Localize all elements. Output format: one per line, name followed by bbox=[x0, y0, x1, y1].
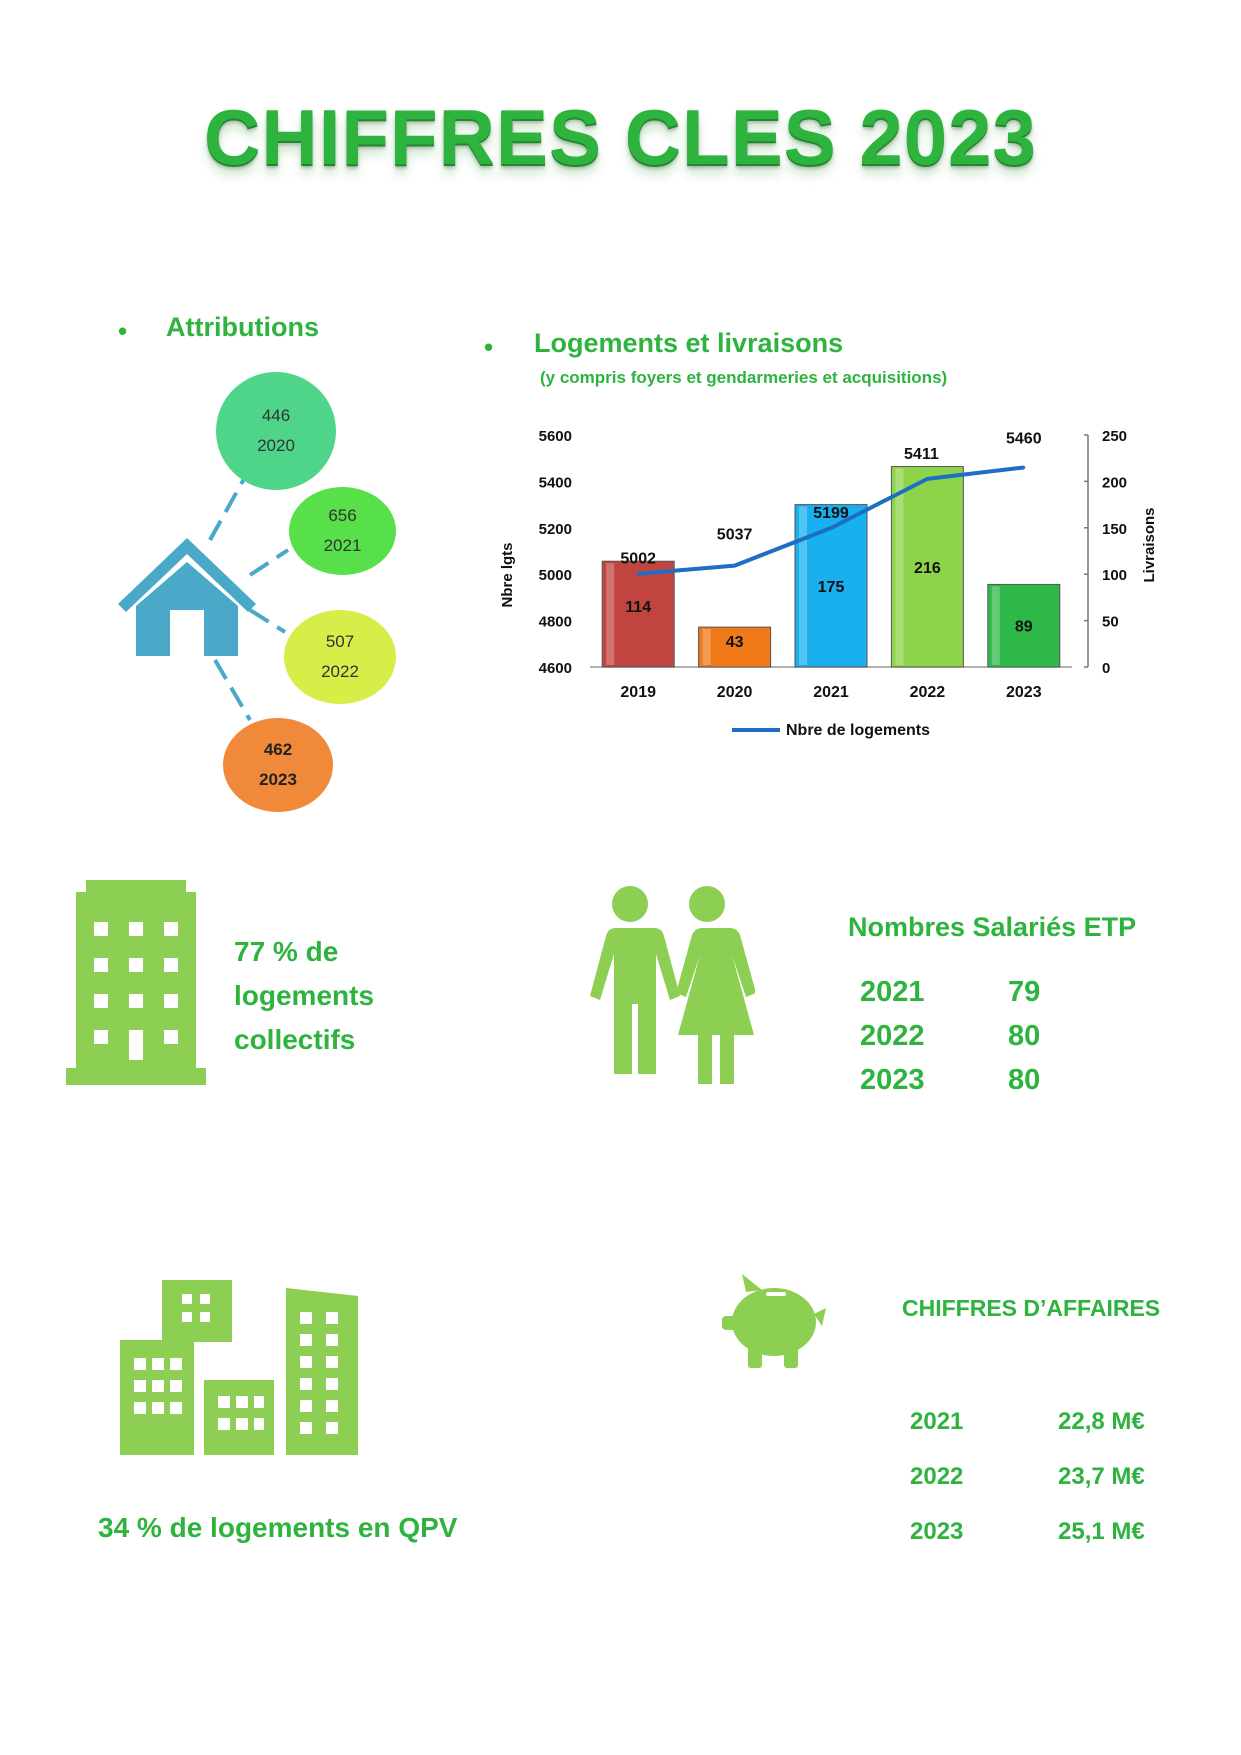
collectifs-line3: collectifs bbox=[234, 1024, 356, 1055]
bar-value-label-2020: 43 bbox=[725, 634, 744, 652]
bar-highlight-2019 bbox=[606, 563, 614, 665]
y-tick-right-label: 150 bbox=[1102, 520, 1128, 538]
collectifs-line1: 77 % de bbox=[234, 936, 339, 967]
line-point-2019 bbox=[637, 572, 640, 575]
bullet-icon: • bbox=[118, 316, 128, 346]
y-tick-right-label: 100 bbox=[1102, 567, 1128, 585]
ca-value-2021: 22,8 M€ bbox=[1058, 1408, 1145, 1435]
line-value-label-2019: 5002 bbox=[620, 550, 656, 568]
attributions-heading: Attributions bbox=[166, 312, 319, 342]
couple-icon bbox=[580, 884, 755, 1084]
bar-highlight-2023 bbox=[992, 586, 1000, 665]
line-value-label-2021: 5199 bbox=[813, 505, 849, 523]
city-buildings-icon bbox=[120, 1280, 360, 1455]
line-point-2023 bbox=[1022, 466, 1025, 469]
y-tick-right-label: 50 bbox=[1102, 613, 1119, 631]
bubble-year: 2020 bbox=[257, 436, 295, 455]
y-tick-left-label: 4600 bbox=[538, 660, 572, 677]
salaries-year-2021: 2021 bbox=[860, 976, 925, 1008]
building-icon bbox=[66, 880, 206, 1085]
ca-value-2022: 23,7 M€ bbox=[1058, 1463, 1145, 1490]
chart-subtitle: (y compris foyers et gendarmeries et acquisitions) bbox=[540, 368, 948, 387]
bar-highlight-2022 bbox=[895, 469, 903, 665]
x-tick-label-2022: 2022 bbox=[909, 684, 946, 701]
ca-heading: CHIFFRES D’AFFAIRES bbox=[902, 1295, 1161, 1321]
salaries-heading: Nombres Salariés ETP bbox=[848, 912, 1137, 942]
bubble-value: 462 bbox=[263, 740, 293, 759]
bubble-2023 bbox=[223, 718, 333, 812]
y-tick-left-label: 5200 bbox=[538, 520, 572, 538]
collectifs-text bbox=[234, 930, 394, 1062]
piggy-bank-icon bbox=[722, 1270, 826, 1370]
bubble-2022 bbox=[284, 610, 396, 704]
chart-logements-livraisons bbox=[490, 405, 1180, 750]
house-icon bbox=[114, 532, 260, 658]
bubble-value: 507 bbox=[325, 632, 355, 651]
bubble-year: 2023 bbox=[259, 770, 297, 789]
line-value-label-2020: 5037 bbox=[716, 526, 753, 544]
y-tick-left-label: 5400 bbox=[538, 474, 572, 492]
y-tick-left-label: 4800 bbox=[538, 613, 572, 631]
qpv-text: 34 % de logements en QPV bbox=[98, 1512, 458, 1543]
y-tick-right-label: 0 bbox=[1102, 660, 1111, 677]
bullet-icon: • bbox=[484, 332, 494, 362]
legend-label: Nbre de logements bbox=[786, 722, 931, 739]
salaries-value-2021: 79 bbox=[1008, 976, 1041, 1008]
y-tick-right-label: 250 bbox=[1102, 428, 1128, 445]
x-tick-label-2021: 2021 bbox=[813, 684, 849, 701]
ca-year-2022: 2022 bbox=[910, 1463, 964, 1490]
y-axis-left-label: Nbre lgts bbox=[499, 542, 516, 608]
ca-year-2023: 2023 bbox=[910, 1518, 964, 1545]
x-tick-label-2020: 2020 bbox=[716, 684, 753, 701]
line-value-label-2022: 5411 bbox=[904, 445, 939, 463]
bar-value-label-2021: 175 bbox=[817, 578, 845, 596]
y-tick-left-label: 5000 bbox=[538, 567, 572, 585]
x-tick-label-2019: 2019 bbox=[620, 684, 656, 701]
bubble-year: 2021 bbox=[323, 536, 362, 555]
line-value-label-2023: 5460 bbox=[1006, 430, 1042, 448]
bubble-value: 656 bbox=[328, 506, 357, 525]
salaries-year-2022: 2022 bbox=[860, 1020, 925, 1052]
x-tick-label-2023: 2023 bbox=[1006, 684, 1042, 701]
bar-highlight-2021 bbox=[799, 507, 807, 665]
salaries-year-2023: 2023 bbox=[860, 1064, 925, 1096]
ca-value-2023: 25,1 M€ bbox=[1058, 1518, 1145, 1545]
y-axis-right-label: Livraisons bbox=[1141, 507, 1158, 583]
salaries-value-2022: 80 bbox=[1008, 1020, 1041, 1052]
chart-title: Logements et livraisons bbox=[534, 328, 844, 358]
collectifs-line2: logements bbox=[234, 980, 375, 1011]
ca-year-2021: 2021 bbox=[910, 1408, 964, 1435]
bar-value-label-2022: 216 bbox=[914, 559, 941, 577]
page-title: CHIFFRES CLES 2023 bbox=[204, 93, 1037, 181]
line-point-2022 bbox=[926, 477, 929, 480]
y-tick-left-label: 5600 bbox=[538, 428, 572, 445]
bubble-2020 bbox=[216, 372, 336, 490]
bar-highlight-2020 bbox=[703, 629, 711, 665]
line-point-2020 bbox=[733, 564, 736, 567]
salaries-value-2023: 80 bbox=[1008, 1064, 1041, 1096]
line-point-2021 bbox=[830, 527, 833, 530]
bubble-year: 2022 bbox=[321, 662, 359, 681]
bar-value-label-2019: 114 bbox=[625, 599, 652, 617]
y-tick-right-label: 200 bbox=[1102, 474, 1128, 492]
bar-value-label-2023: 89 bbox=[1014, 618, 1033, 636]
bubble-value: 446 bbox=[261, 406, 291, 425]
bubble-2021 bbox=[289, 487, 396, 575]
